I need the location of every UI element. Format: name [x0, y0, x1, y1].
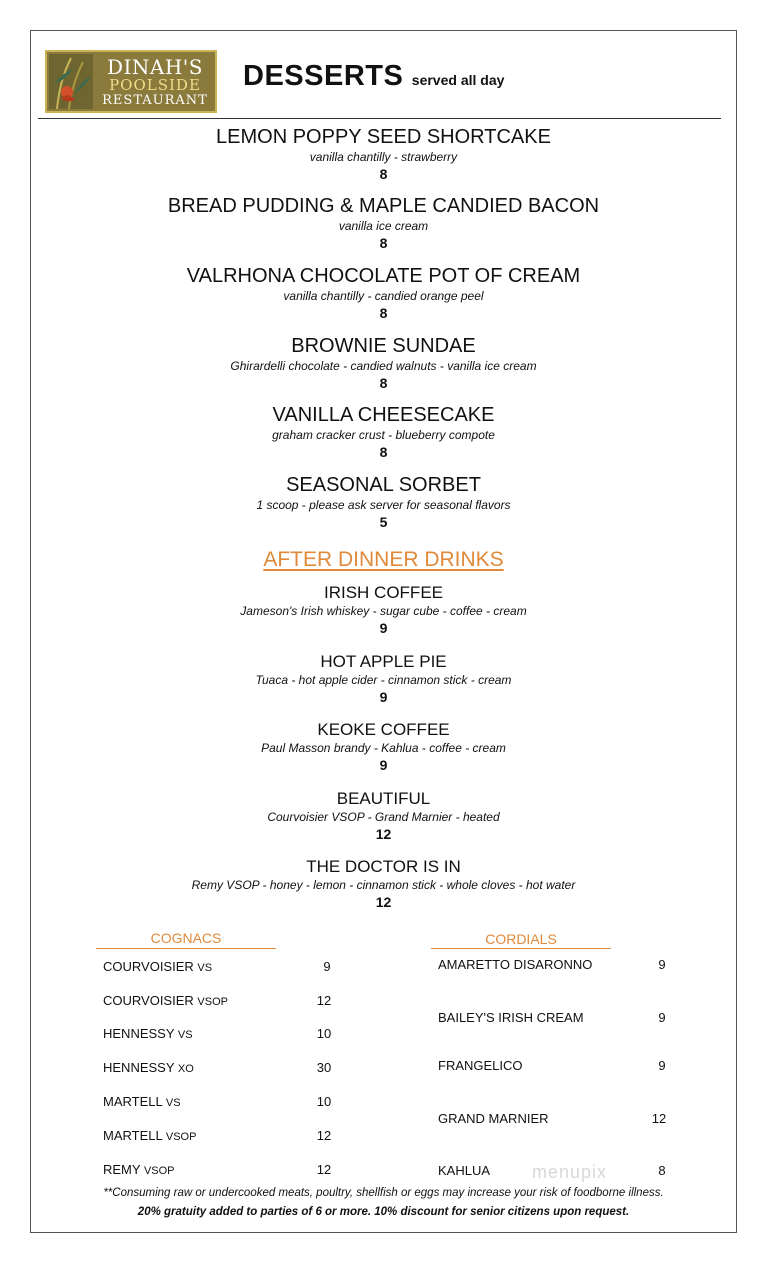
- cordials-heading: CORDIALS: [485, 931, 557, 947]
- cognac-name: COURVOISIER: [103, 993, 194, 1008]
- dessert-item: [30, 334, 737, 392]
- cognac-name: MARTELL: [103, 1094, 163, 1109]
- palm-leaf-icon: [49, 54, 93, 109]
- cognac-price: 9: [323, 959, 331, 974]
- cognac-item: [103, 1162, 175, 1177]
- cordial-name: BAILEY'S IRISH CREAM: [438, 1010, 584, 1025]
- cognac-grade: VSOP: [165, 1131, 197, 1143]
- cognac-price: 30: [316, 1060, 332, 1075]
- cognac-item: [103, 1026, 193, 1041]
- cognac-item: [103, 1128, 196, 1143]
- cognac-name: COURVOISIER: [103, 959, 194, 974]
- drink-item: [30, 857, 737, 911]
- cognac-grade: XO: [177, 1063, 194, 1075]
- dessert-item: [30, 473, 737, 531]
- drink-price: 9: [379, 620, 388, 636]
- cognac-item: [103, 993, 228, 1008]
- food-safety-warning: **Consuming raw or undercooked meats, poultry, shellfish or eggs may increase your risk of foodborne illness.: [103, 1187, 664, 1199]
- drink-price: 12: [375, 826, 392, 842]
- drink-item: [30, 789, 737, 843]
- drink-name: IRISH COFFEE: [323, 583, 443, 602]
- logo-line-2: POOLSIDE: [109, 76, 201, 94]
- dessert-price: 8: [379, 166, 388, 182]
- cognac-grade: VSOP: [143, 1165, 175, 1177]
- header-rule: [38, 118, 721, 119]
- dessert-price: 8: [379, 444, 388, 460]
- cognac-name: HENNESSY: [103, 1026, 175, 1041]
- dessert-desc: vanilla ice cream: [338, 219, 429, 233]
- dessert-desc: vanilla chantilly - strawberry: [309, 150, 458, 164]
- drink-price: 12: [375, 894, 392, 910]
- cognacs-heading: COGNACS: [150, 930, 222, 946]
- drink-desc: Tuaca - hot apple cider - cinnamon stick - cream: [255, 673, 512, 687]
- cognac-grade: VSOP: [197, 996, 228, 1008]
- dessert-desc: vanilla chantilly - candied orange peel: [283, 289, 484, 303]
- cognac-price: 12: [316, 1162, 332, 1177]
- cordial-price: 9: [658, 1010, 666, 1025]
- dessert-desc: graham cracker crust - blueberry compote: [272, 428, 495, 442]
- drink-price: 9: [379, 689, 388, 705]
- section-heading-after-dinner: AFTER DINNER DRINKS: [263, 548, 504, 571]
- cordial-price: 9: [658, 957, 666, 972]
- drink-desc: Jameson's Irish whiskey - sugar cube - coffee - cream: [240, 604, 527, 618]
- dessert-item: [30, 403, 737, 461]
- cognac-item: [103, 959, 212, 974]
- drink-price: 9: [379, 757, 388, 773]
- drink-name: KEOKE COFFEE: [317, 720, 450, 739]
- dessert-name: VALRHONA CHOCOLATE POT OF CREAM: [186, 265, 581, 287]
- cordial-price: 9: [658, 1058, 666, 1073]
- cognacs-rule: [96, 948, 276, 949]
- restaurant-logo: [45, 50, 217, 113]
- dessert-desc: Ghirardelli chocolate - candied walnuts - vanilla ice cream: [230, 359, 537, 373]
- cognac-price: 10: [316, 1026, 332, 1041]
- drink-name: BEAUTIFUL: [336, 789, 431, 808]
- cognac-grade: VS: [197, 962, 213, 974]
- gratuity-policy: 20% gratuity added to parties of 6 or more. 10% discount for senior citizens upon request.: [137, 1206, 630, 1218]
- dessert-item: [30, 264, 737, 322]
- cordial-name: FRANGELICO: [438, 1058, 523, 1073]
- cordial-price: 8: [658, 1163, 666, 1178]
- title-main: DESSERTS: [243, 60, 404, 92]
- page-title: [243, 60, 504, 93]
- cognac-name: MARTELL: [103, 1128, 163, 1143]
- dessert-item: [30, 125, 737, 183]
- cordial-price: 12: [651, 1111, 667, 1126]
- cordial-name: KAHLUA: [438, 1163, 491, 1178]
- drink-item: [30, 720, 737, 774]
- dessert-name: SEASONAL SORBET: [286, 474, 481, 496]
- cognac-item: [103, 1094, 181, 1109]
- drink-item: [30, 583, 737, 637]
- dessert-name: BREAD PUDDING & MAPLE CANDIED BACON: [167, 195, 600, 217]
- dessert-name: VANILLA CHEESECAKE: [272, 404, 495, 426]
- dessert-name: BROWNIE SUNDAE: [291, 335, 476, 357]
- dessert-price: 8: [379, 375, 388, 391]
- drink-name: HOT APPLE PIE: [320, 652, 447, 671]
- watermark: menupix: [532, 1162, 608, 1182]
- drink-item: [30, 652, 737, 706]
- drink-desc: Courvoisier VSOP - Grand Marnier - heated: [267, 810, 500, 824]
- logo-line-3: RESTAURANT: [102, 93, 208, 108]
- cognac-name: HENNESSY: [103, 1060, 175, 1075]
- drink-name: THE DOCTOR IS IN: [306, 857, 461, 876]
- dessert-name: LEMON POPPY SEED SHORTCAKE: [216, 126, 551, 148]
- dessert-price: 5: [379, 514, 388, 530]
- dessert-price: 8: [379, 235, 388, 251]
- title-subtitle: served all day: [411, 72, 505, 88]
- dessert-item: [30, 194, 737, 252]
- cordials-rule: [431, 948, 611, 949]
- cognac-grade: VS: [177, 1029, 193, 1041]
- cognac-price: 12: [316, 1128, 332, 1143]
- cognac-item: [103, 1060, 194, 1075]
- cordial-name: AMARETTO DISARONNO: [438, 957, 593, 972]
- drink-desc: Remy VSOP - honey - lemon - cinnamon stick - whole cloves - hot water: [191, 878, 576, 892]
- cognac-name: REMY: [103, 1162, 141, 1177]
- cognac-price: 12: [316, 993, 332, 1008]
- cognac-grade: VS: [165, 1097, 181, 1109]
- dessert-desc: 1 scoop - please ask server for seasonal flavors: [256, 498, 511, 512]
- cordial-name: GRAND MARNIER: [438, 1111, 549, 1126]
- drink-desc: Paul Masson brandy - Kahlua - coffee - cream: [261, 741, 506, 755]
- dessert-price: 8: [379, 305, 388, 321]
- logo-line-1: DINAH'S: [106, 55, 204, 79]
- cognac-price: 10: [316, 1094, 332, 1109]
